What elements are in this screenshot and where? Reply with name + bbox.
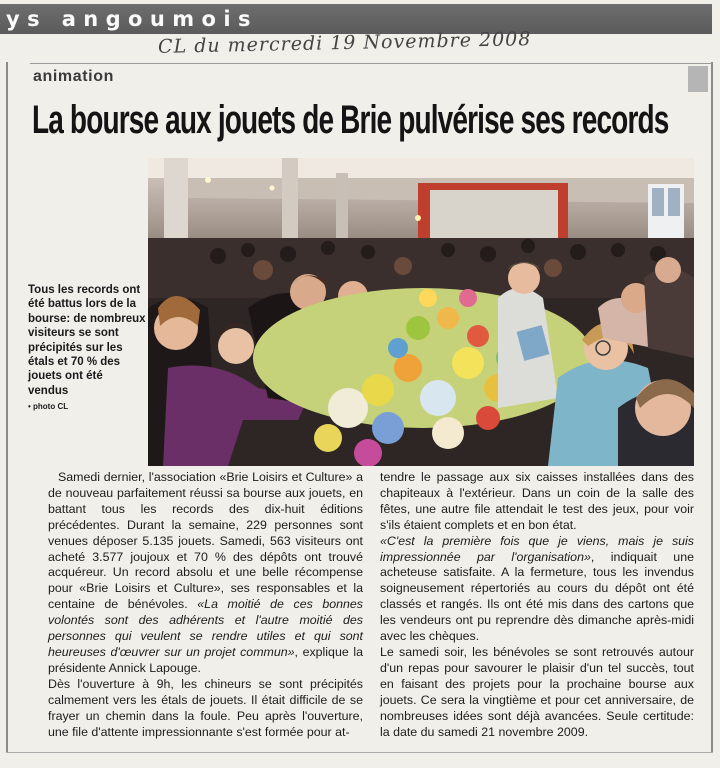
photo-caption xyxy=(28,283,146,415)
left-column-rule xyxy=(6,62,8,752)
handwritten-date-note: CL du mercredi 19 Novembre 2008 xyxy=(157,28,532,58)
article-photo xyxy=(148,158,694,466)
paragraph xyxy=(48,470,363,677)
section-banner xyxy=(0,4,712,34)
article-headline: La bourse aux jouets de Brie pulvérise ses records xyxy=(32,98,669,142)
right-column-rule xyxy=(711,62,713,752)
caption-text: Tous les records ont été battus lors de la bourse: de nombreux visiteurs se sont précipités sur les étals et 70 % des jouets ont été vendus xyxy=(28,284,146,397)
paragraph: Dès l'ouverture à 9h, les chineurs se sont précipités calmement vers les étals de jouets. Il était difficile de se frayer un chemin dans la foule. Peu après l'ouverture, une file d'attente impressionnante s'est formée pour at- xyxy=(48,676,363,739)
quote-president: «La moitié de ces bonnes volontés sont des adhérents et l'autre moitié des personnes qui veulent se rendre utiles et qui sont heureuses d'œuvrer sur un projet commun» xyxy=(48,597,363,659)
paragraph xyxy=(380,534,694,645)
photo-credit: • photo CL xyxy=(28,402,69,412)
toy-fair-crowd-photo xyxy=(148,158,694,466)
paragraph-text: , explique la présidente Annick Lapouge. xyxy=(48,644,363,675)
paragraph: Le samedi soir, les bénévoles se sont retrouvés autour d'un repas pour savourer le plaisir d'un tel succès, tout en faisant des projets pour la prochaine bourse aux jouets. Ce sera la vingtième et pour cet anniversaire, de nombreuses idées sont déjà avancées. Seule certitude: la date du samedi 21 novembre 2009. xyxy=(380,644,694,739)
section-banner-text: ys angoumois xyxy=(6,7,258,31)
top-divider xyxy=(30,63,712,64)
article-column-1 xyxy=(48,470,363,740)
article-kicker: animation xyxy=(33,68,114,85)
article-column-2 xyxy=(380,470,694,740)
paragraph-text: , indiquait une acheteuse satisfaite. A la fermeture, tous les invendus soigneusement répertoriés au cours du dépôt ont été classés et rangés. Ils ont été mis dans des cartons que les vendeurs ont pu reprendre dès dimanche après-midi avec les chèques. xyxy=(380,549,694,644)
paragraph-text: Samedi dernier, l'association «Brie Loisirs et Culture» a de nouveau parfaitement réussi sa bourse aux jouets, en battant tous les records des dix-huit éditions précédentes. Durant la semaine, 229 personnes sont venues déposer 5.135 jouets. Samedi, 563 visiteurs ont acheté 3.577 joujoux et 70 % des dépôts ont trouvé acquéreur. Un record absolu et une belle récompense pour «Brie Loisirs et Culture», ses responsables et la centaine de bénévoles. xyxy=(48,470,363,612)
bottom-rule xyxy=(6,752,713,753)
paragraph: tendre le passage aux six caisses installées dans des chapiteaux à l'extérieur. Dans un coin de la salle des fêtes, une autre file attendait le test des jeux, pour voir s'ils étaient complets et en bon état. xyxy=(380,470,694,532)
quote-buyer: «C'est la première fois que je viens, mais je suis impressionnée par l'organisation» xyxy=(380,533,694,564)
corner-marker xyxy=(688,66,708,92)
